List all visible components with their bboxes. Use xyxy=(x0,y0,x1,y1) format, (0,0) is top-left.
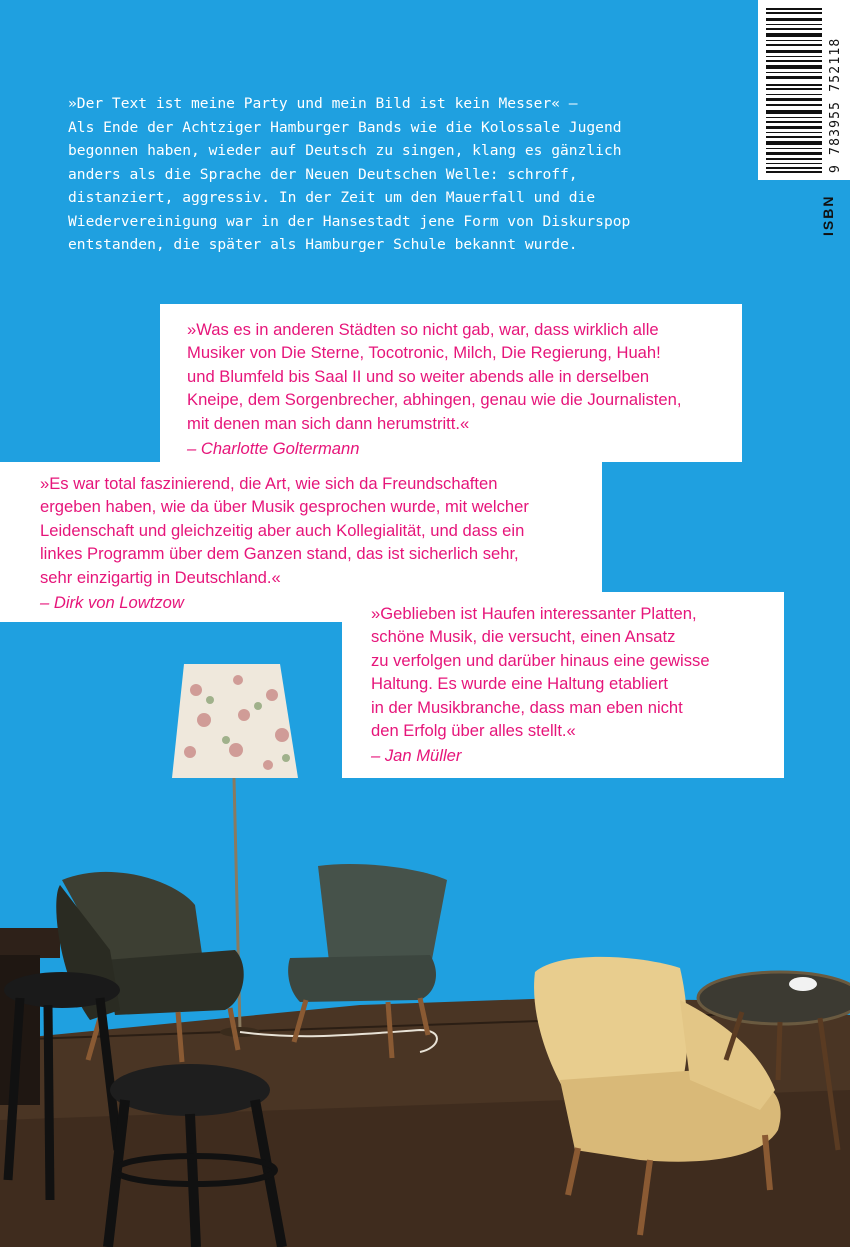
quote-author: – Jan Müller xyxy=(371,746,462,766)
quote-text: »Geblieben ist Haufen interessanter Platten, schöne Musik, die versucht, einen Ansatz zu verfolgen und darüber hinaus eine gewisse Haltung. Es wurde eine Haltung etabliert in der Musikbranche, dass man eben nicht den Erfolg über alles stellt.« xyxy=(371,604,710,741)
quote-box-mueller xyxy=(342,592,784,778)
isbn-label: ISBN xyxy=(820,194,836,236)
intro-paragraph: »Der Text ist meine Party und mein Bild ist kein Messer« – Als Ende der Achtziger Hamburger Bands wie die Kolossale Jugend begonnen haben, wieder auf Deutsch zu singen, klang es gänzlich anders als die Sprache der Neuen Deutschen Welle: schroff, distanziert, aggressiv. In der Zeit um den Mauerfall und die Wiedervereinigung war in der Hansestadt jene Form von Diskurspop entstanden, die später als Hamburger Schule bekannt wurde. xyxy=(68,95,631,253)
quote-author: – Dirk von Lowtzow xyxy=(40,593,184,613)
barcode-panel xyxy=(758,0,850,180)
quote-box-goltermann xyxy=(160,304,742,462)
barcode-icon xyxy=(766,6,822,174)
quote-text: »Es war total faszinierend, die Art, wie sich da Freundschaften ergeben haben, wie da über Musik gesprochen wurde, mit welcher Leidenschaft und gleichzeitig aber auch Kollegialität, und dass ein linkes Programm über dem Ganzen stand, das ist sicherlich sehr, sehr einzigartig in Deutschland.« xyxy=(40,474,529,587)
quote-author: – Charlotte Goltermann xyxy=(187,439,360,459)
quote-text: »Was es in anderen Städten so nicht gab, war, dass wirklich alle Musiker von Die Sterne, Tocotronic, Milch, Die Regierung, Huah! und Blumfeld bis Saal II und so weiter abends alle in derselben Kneipe, dem Sorgenbrecher, abhingen, genau wie die Journalisten, mit denen man sich dann herumstritt.« xyxy=(187,320,682,433)
barcode-number: 9 783955 752118 xyxy=(828,37,843,173)
